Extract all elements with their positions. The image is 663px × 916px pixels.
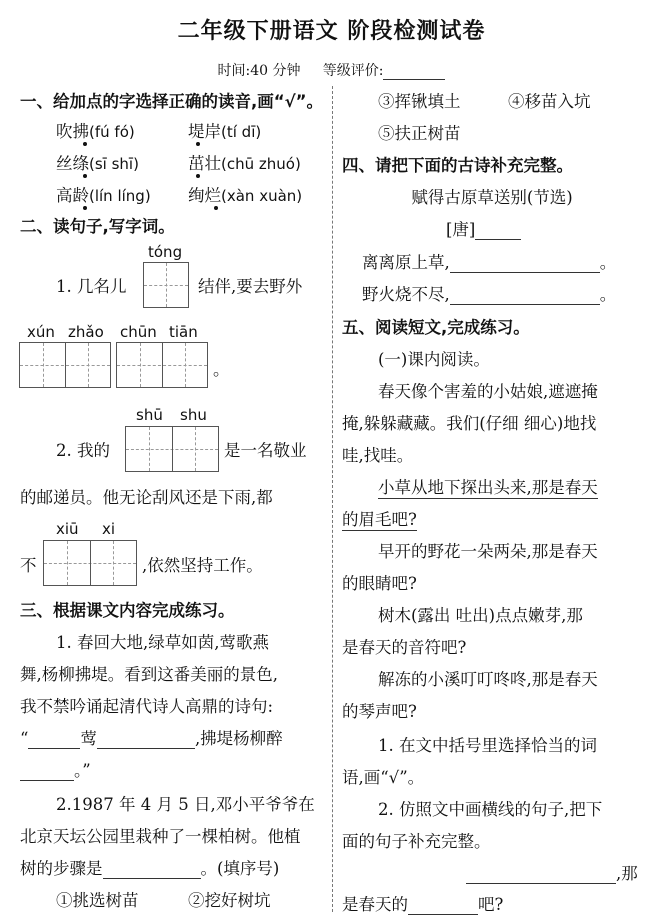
pinyin-item-4[interactable]: 茁壮(chū zhuó) — [188, 154, 301, 173]
pinyin-hint: shu — [180, 406, 207, 424]
writing-box[interactable] — [43, 540, 137, 586]
pinyin-hint: tóng — [148, 243, 183, 261]
pinyin-hint: zhǎo — [68, 323, 104, 341]
q2-text-after3: ,依然坚持工作。 — [142, 556, 263, 575]
answer-blank[interactable] — [408, 898, 478, 915]
question-line: 面的句子补充完整。 — [342, 832, 491, 851]
pinyin-hint: xún — [27, 323, 55, 341]
writing-box[interactable] — [19, 342, 111, 388]
section4-heading: 四、请把下面的古诗补充完整。 — [342, 156, 573, 175]
author-blank[interactable] — [475, 223, 521, 240]
answer-blank[interactable] — [466, 867, 616, 884]
imitation-line-2: 是春天的 吧? — [342, 895, 504, 914]
q1-end: 。 — [213, 360, 230, 379]
passage-line: 的琴声吧? — [342, 702, 417, 721]
emphasis-dot — [83, 142, 87, 146]
section3-heading: 三、根据课文内容完成练习。 — [20, 601, 235, 620]
time-label: 时间:40 分钟 — [217, 63, 301, 79]
passage-line: 是春天的音符吧? — [342, 638, 467, 657]
answer-blank[interactable] — [97, 732, 195, 749]
writing-box[interactable] — [116, 342, 208, 388]
poem-line-1: 离离原上草, 。 — [362, 253, 617, 272]
underlined-sentence: 的眉毛吧? — [342, 510, 417, 529]
s3-p1-line: 我不禁吟诵起清代诗人高鼎的诗句: — [20, 697, 274, 716]
page-title: 二年级下册语文 阶段检测试卷 — [177, 19, 486, 44]
pinyin-hint: tiān — [169, 323, 198, 341]
answer-blank[interactable] — [450, 256, 600, 273]
question-line: 2. 仿照文中画横线的句子,把下 — [378, 800, 603, 819]
s3-p1-line: 舞,杨柳拂堤。看到这番美丽的景色, — [20, 665, 278, 684]
q1-text-before: 1. 几名儿 — [56, 277, 127, 296]
passage-line: 解冻的小溪叮叮咚咚,那是春天 — [378, 670, 598, 689]
answer-blank[interactable] — [20, 764, 74, 781]
answer-blank[interactable] — [103, 862, 201, 879]
imitation-line-1: ,那 — [466, 860, 638, 884]
s3-p1-line: 1. 春回大地,绿草如茵,莺歌燕 — [56, 633, 269, 652]
pinyin-item-2[interactable]: 堤岸(tí dī) — [188, 122, 262, 141]
passage-line: 掩,躲躲藏藏。我们(仔细 细心)地找 — [342, 414, 597, 433]
pinyin-item-1[interactable]: 吹拂(fú fó) — [56, 122, 135, 141]
step-option: ②挖好树坑 — [188, 891, 271, 910]
poem-author-line: [唐] — [446, 216, 521, 240]
passage-line: 早开的野花一朵两朵,那是春天 — [378, 542, 598, 561]
q2-text-before3: 不 — [20, 556, 37, 575]
steps-fill-line: 树的步骤是 。(填序号) — [20, 859, 280, 878]
poem-line-2: 野火烧不尽, 。 — [362, 285, 617, 304]
step-option: ⑤扶正树苗 — [378, 124, 461, 143]
q2-text-before: 2. 我的 — [56, 441, 110, 460]
poem-title: 赋得古原草送别(节选) — [411, 188, 573, 207]
section5-heading: 五、阅读短文,完成练习。 — [342, 318, 530, 337]
q2-line2: 的邮递员。他无论刮风还是下雨,都 — [20, 488, 273, 507]
writing-box[interactable] — [143, 262, 189, 308]
step-option: ④移苗入坑 — [508, 92, 591, 111]
pinyin-item-5[interactable]: 高龄(lín líng) — [56, 186, 151, 205]
passage-line: 树木(露出 吐出)点点嫩芽,那 — [378, 606, 583, 625]
underlined-sentence: 小草从地下探出头来,那是春天 — [378, 478, 598, 497]
emphasis-dot — [196, 174, 200, 178]
column-divider — [332, 86, 333, 912]
passage-line: 春天像个害羞的小姑娘,遮遮掩 — [378, 382, 598, 401]
pinyin-item-6[interactable]: 绚烂(xàn xuàn) — [188, 186, 303, 205]
section1-heading: 一、给加点的字选择正确的读音,画“√”。 — [20, 92, 323, 111]
emphasis-dot — [83, 174, 87, 178]
grade-label: 等级评价: — [322, 63, 384, 79]
poem-fill-line-2: 。” — [20, 757, 91, 781]
step-option: ③挥锹填土 — [378, 92, 461, 111]
pinyin-hint: xiū — [56, 520, 79, 538]
pinyin-hint: shū — [136, 406, 163, 424]
pinyin-item-3[interactable]: 丝绦(sī shī) — [56, 154, 139, 173]
answer-blank[interactable] — [28, 732, 80, 749]
pinyin-hint: chūn — [120, 323, 157, 341]
emphasis-dot — [196, 142, 200, 146]
q2-text-after: 是一名敬业 — [224, 441, 307, 460]
passage-line: 的眼睛吧? — [342, 574, 417, 593]
section2-heading: 二、读句子,写字词。 — [20, 217, 175, 236]
grade-blank[interactable] — [383, 65, 445, 80]
s3-p2-line: 2.1987 年 4 月 5 日,邓小平爷爷在 — [56, 795, 315, 814]
step-option: ①挑选树苗 — [56, 891, 139, 910]
passage-line: 哇,找哇。 — [342, 446, 414, 465]
reading-subheading: (一)课内阅读。 — [378, 350, 490, 369]
s3-p2-line: 北京天坛公园里栽种了一棵柏树。他植 — [20, 827, 301, 846]
emphasis-dot — [214, 206, 218, 210]
poem-fill-line: “ 莺 ,拂堤杨柳醉 — [20, 729, 283, 748]
question-line: 1. 在文中括号里选择恰当的词 — [378, 736, 597, 755]
exam-info — [0, 60, 663, 80]
question-line: 语,画“√”。 — [342, 768, 425, 787]
writing-box[interactable] — [125, 426, 219, 472]
emphasis-dot — [83, 206, 87, 210]
answer-blank[interactable] — [450, 288, 600, 305]
pinyin-hint: xi — [102, 520, 116, 538]
q1-text-after: 结伴,要去野外 — [198, 277, 303, 296]
